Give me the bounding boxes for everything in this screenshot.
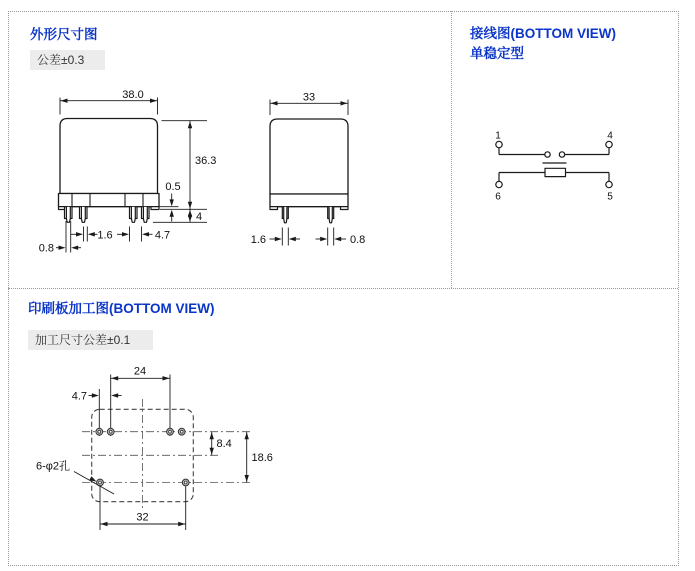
svg-text:0.8: 0.8 <box>38 242 54 255</box>
dim-side-width <box>270 92 348 116</box>
svg-text:0.5: 0.5 <box>165 181 181 193</box>
dim-front-standoff <box>160 181 181 222</box>
terminal-6 <box>496 181 502 187</box>
terminal-4-label: 4 <box>607 130 613 142</box>
outline-drawing <box>0 85 455 270</box>
svg-text:32: 32 <box>136 511 149 524</box>
svg-text:1.6: 1.6 <box>250 234 266 246</box>
dim-front-pin-width <box>71 227 113 242</box>
contact-circuit <box>499 148 609 163</box>
svg-text:4.7: 4.7 <box>154 229 171 242</box>
svg-text:4.7: 4.7 <box>71 390 87 403</box>
svg-text:18.6: 18.6 <box>251 452 273 464</box>
dim-pcb-bottom-pitch <box>100 512 186 527</box>
pcb-tolerance-note: 加工尺寸公差±0.1 <box>28 330 153 350</box>
side-view-drawing <box>251 92 366 247</box>
holes-callout <box>36 459 114 495</box>
contact-point-left <box>545 152 550 157</box>
svg-text:1.6: 1.6 <box>97 229 113 242</box>
pcb-drawing <box>0 360 300 540</box>
dim-front-height <box>160 121 216 210</box>
dim-pcb-row-offset <box>210 432 232 456</box>
terminal-5 <box>606 181 612 187</box>
terminal-6-label: 6 <box>495 191 501 203</box>
contact-point-right <box>559 152 564 157</box>
wiring-diagram <box>460 105 680 215</box>
svg-text:0.8: 0.8 <box>350 234 366 246</box>
dim-side-pin-thickness <box>316 228 366 247</box>
svg-text:38.0: 38.0 <box>122 89 144 101</box>
side-pins <box>282 207 333 223</box>
pcb-panel-title: 印刷板加工图(BOTTOM VIEW) <box>28 301 215 316</box>
terminal-1 <box>496 141 502 147</box>
svg-text:33: 33 <box>302 91 316 104</box>
terminal-1-label: 1 <box>495 130 501 142</box>
terminal-5-label: 5 <box>607 191 613 203</box>
front-pins <box>65 207 150 223</box>
dim-front-pin-thickness <box>39 221 81 255</box>
outline-tolerance-note: 公差±0.3 <box>30 50 105 70</box>
panel-divider-horizontal <box>8 288 678 289</box>
dim-pcb-pair-pitch <box>72 391 122 403</box>
svg-text:4: 4 <box>196 211 203 223</box>
front-view-drawing <box>39 89 217 255</box>
terminal-4 <box>606 141 612 147</box>
svg-text:24: 24 <box>133 365 147 378</box>
wiring-title-line2: 单稳定型 <box>470 46 524 61</box>
dim-front-pin-length <box>153 209 207 223</box>
coil-symbol <box>545 168 566 176</box>
coil-circuit <box>499 168 609 181</box>
center-lines <box>82 399 253 511</box>
wiring-title-line1: 接线图(BOTTOM VIEW) <box>470 26 616 41</box>
svg-text:36.3: 36.3 <box>195 155 217 167</box>
dim-pcb-top-pitch <box>111 366 170 381</box>
dim-front-pin-pitch <box>117 227 170 242</box>
dim-pcb-row-span <box>245 432 273 483</box>
svg-text:8.4: 8.4 <box>216 438 232 450</box>
wiring-panel-title <box>470 24 616 64</box>
dim-front-width <box>60 89 158 115</box>
outline-panel-title: 外形尺寸图 <box>30 27 98 42</box>
dim-side-pin-width <box>251 228 300 247</box>
svg-text:6-φ2孔: 6-φ2孔 <box>36 460 71 473</box>
